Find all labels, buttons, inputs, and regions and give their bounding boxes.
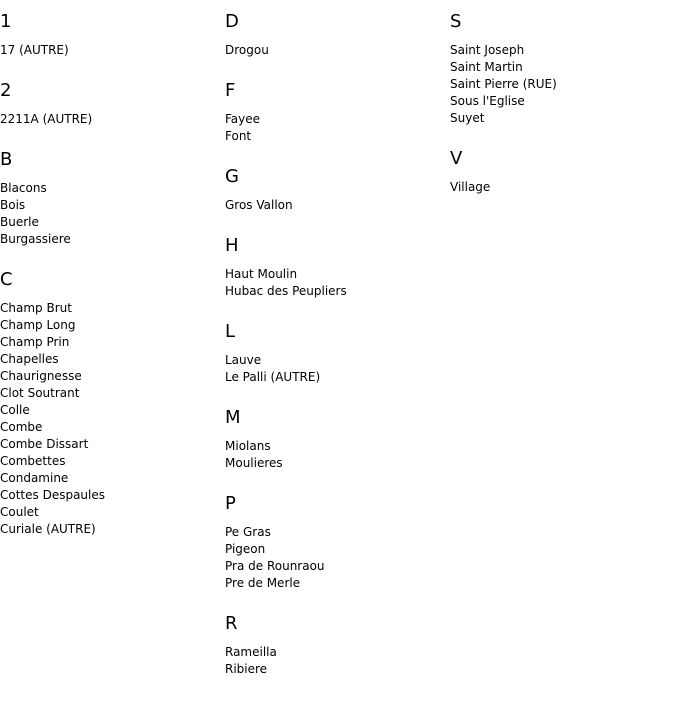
street-link[interactable]: Moulieres <box>225 456 283 470</box>
street-link[interactable]: Haut Moulin <box>225 267 298 281</box>
street-link[interactable]: Rameilla <box>225 645 277 659</box>
street-link[interactable]: Clot Soutrant <box>0 386 80 400</box>
letter-heading: G <box>225 166 239 187</box>
letter-group <box>225 234 445 300</box>
street-link[interactable]: Lauve <box>225 353 262 367</box>
street-list <box>225 352 445 386</box>
letter-group <box>0 79 220 128</box>
street-link[interactable]: Champ Brut <box>0 301 72 315</box>
letter-heading: L <box>225 321 236 342</box>
letter-heading: 2 <box>0 80 12 101</box>
street-link[interactable]: Combe <box>0 420 43 434</box>
letter-heading: 1 <box>0 11 12 32</box>
street-link[interactable]: Gros Vallon <box>225 198 293 212</box>
street-link[interactable]: Coulet <box>0 505 39 519</box>
letter-heading: D <box>225 11 239 32</box>
street-link[interactable]: Saint Pierre (RUE) <box>450 77 557 91</box>
street-link[interactable]: Pre de Merle <box>225 576 301 590</box>
street-link[interactable]: Condamine <box>0 471 69 485</box>
letter-heading: V <box>450 148 463 169</box>
street-link[interactable]: Combettes <box>0 454 66 468</box>
letter-heading: P <box>225 493 236 514</box>
letter-group <box>0 10 220 59</box>
street-link[interactable]: Bois <box>0 198 26 212</box>
street-list <box>0 300 220 538</box>
letter-group <box>225 165 445 214</box>
street-link[interactable]: Village <box>450 180 491 194</box>
letter-heading: C <box>0 269 13 290</box>
letter-group <box>450 10 670 127</box>
letter-group <box>225 320 445 386</box>
street-link[interactable]: Pigeon <box>225 542 266 556</box>
street-link[interactable]: Ribiere <box>225 662 268 676</box>
street-link[interactable]: 17 (AUTRE) <box>0 43 69 57</box>
street-link[interactable]: Le Palli (AUTRE) <box>225 370 321 384</box>
street-link[interactable]: Burgassiere <box>0 232 71 246</box>
street-link[interactable]: Saint Joseph <box>450 43 525 57</box>
letter-group <box>0 268 220 538</box>
letter-group <box>225 406 445 472</box>
letter-group <box>225 79 445 145</box>
letter-heading: M <box>225 407 241 428</box>
street-link[interactable]: Pe Gras <box>225 525 271 539</box>
street-link[interactable]: Chapelles <box>0 352 59 366</box>
street-link[interactable]: Saint Martin <box>450 60 523 74</box>
street-link[interactable]: Pra de Rounraou <box>225 559 325 573</box>
letter-group <box>225 612 445 678</box>
street-link[interactable]: Suyet <box>450 111 485 125</box>
column-2 <box>225 10 445 698</box>
letter-heading: F <box>225 80 236 101</box>
letter-group <box>225 10 445 59</box>
street-link[interactable]: Colle <box>0 403 30 417</box>
street-link[interactable]: Miolans <box>225 439 271 453</box>
column-3 <box>450 10 670 216</box>
letter-heading: S <box>450 11 462 32</box>
street-link[interactable]: Drogou <box>225 43 269 57</box>
street-list <box>225 438 445 472</box>
street-link[interactable]: 2211A (AUTRE) <box>0 112 93 126</box>
column-1 <box>0 10 220 558</box>
letter-group <box>450 147 670 196</box>
street-list <box>0 111 220 128</box>
street-list <box>225 197 445 214</box>
letter-heading: B <box>0 149 13 170</box>
street-link[interactable]: Cottes Despaules <box>0 488 105 502</box>
street-list <box>225 111 445 145</box>
street-link[interactable]: Fayee <box>225 112 261 126</box>
street-list <box>450 42 670 127</box>
letter-heading: H <box>225 235 239 256</box>
street-link[interactable]: Buerle <box>0 215 39 229</box>
street-link[interactable]: Combe Dissart <box>0 437 89 451</box>
street-link[interactable]: Champ Prin <box>0 335 70 349</box>
street-list <box>0 42 220 59</box>
street-link[interactable]: Curiale (AUTRE) <box>0 522 96 536</box>
street-link[interactable]: Chaurignesse <box>0 369 82 383</box>
street-list <box>225 266 445 300</box>
street-list <box>0 180 220 248</box>
street-link[interactable]: Font <box>225 129 252 143</box>
street-link[interactable]: Hubac des Peupliers <box>225 284 347 298</box>
letter-group <box>225 492 445 592</box>
street-list <box>225 524 445 592</box>
street-link[interactable]: Blacons <box>0 181 47 195</box>
letter-group <box>0 148 220 248</box>
street-list <box>225 644 445 678</box>
street-link[interactable]: Champ Long <box>0 318 76 332</box>
street-list <box>225 42 445 59</box>
street-link[interactable]: Sous l'Eglise <box>450 94 525 108</box>
street-list <box>450 179 670 196</box>
letter-heading: R <box>225 613 238 634</box>
